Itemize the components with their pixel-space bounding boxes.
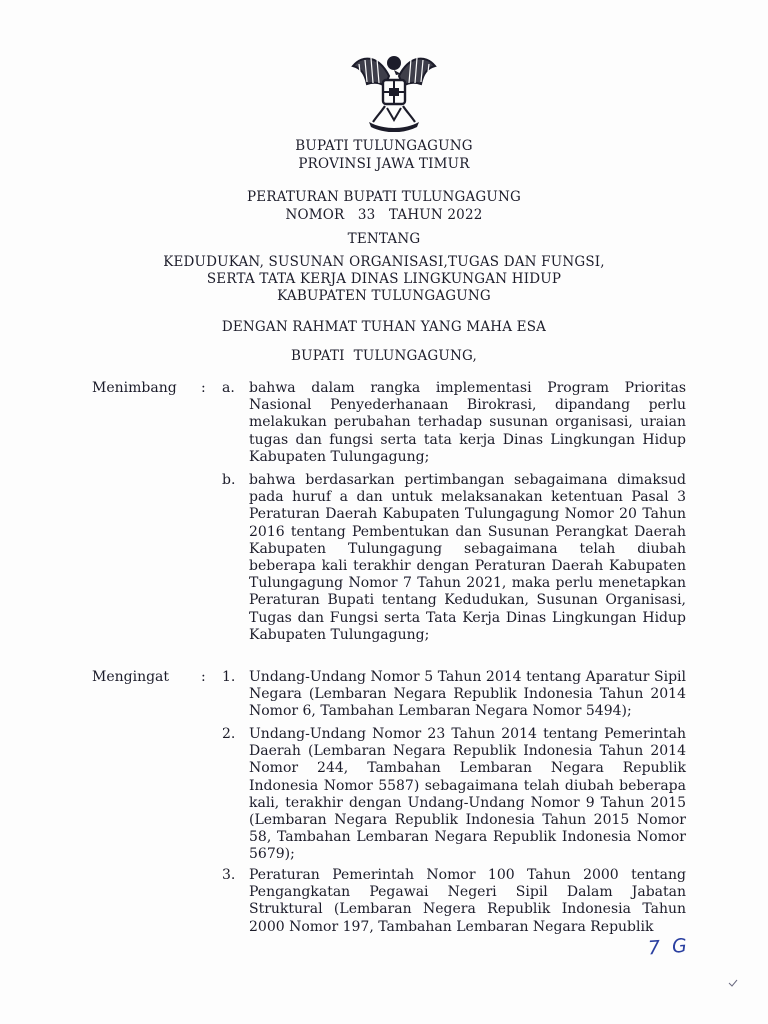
issuer-heading-line1: BUPATI TULUNGAGUNG (295, 138, 473, 154)
menimbang-item-marker: b. (222, 472, 236, 488)
menimbang-item-marker: a. (222, 380, 235, 396)
menimbang-label: Menimbang (92, 380, 177, 396)
menimbang-item-text: bahwa dalam rangka implementasi Program Prioritas Nasional Penyederhanaan Birokrasi, dipandang perlu melakukan perubahan terhadap susunan organisasi, uraian tugas dan fungsi serta tata kerja Dinas Lingkungan Hidup Kabupaten Tulungagung; (249, 380, 686, 465)
menimbang-colon: : (201, 380, 206, 396)
regulation-about: TENTANG (347, 231, 421, 247)
subject-line2: SERTA TATA KERJA DINAS LINGKUNGAN HIDUP (206, 271, 562, 287)
check-mark-icon (728, 978, 738, 988)
mengingat-label: Mengingat (92, 669, 170, 685)
mengingat-item-text: Peraturan Pemerintah Nomor 100 Tahun 2000 tentang Pengangkatan Pegawai Negeri Sipil Dalam Jabatan Struktural (Lembaran Negera Republik Indonesia Tahun 2000 Nomor 197, Tambahan Lembaran Negara Republik (249, 867, 686, 935)
subject-line3: KABUPATEN TULUNGAGUNG (277, 288, 491, 304)
subject-line1: KEDUDUKAN, SUSUNAN ORGANISASI,TUGAS DAN FUNGSI, (163, 254, 605, 270)
invocation: DENGAN RAHMAT TUHAN YANG MAHA ESA (221, 319, 547, 335)
garuda-emblem-icon (349, 50, 439, 132)
issuer-heading-line2: PROVINSI JAWA TIMUR (298, 156, 470, 172)
mengingat-item-text: Undang-Undang Nomor 23 Tahun 2014 tentang Pemerintah Daerah (Lembaran Negara Republik Indonesia Tahun 2014 Nomor 244, Tambahan Lembaran Negara Republik Indonesia Nomor 5587) sebagaimana telah diubah beberapa kali, terakhir dengan Undang-Undang Nomor 9 Tahun 2015 (Lembaran Negara Republik Indonesia Tahun 2015 Nomor 58, Tambahan Lembaran Negara Republik Indonesia Nomor 5679); (249, 726, 686, 863)
mengingat-item-text: Undang-Undang Nomor 5 Tahun 2014 tentang Aparatur Sipil Negara (Lembaran Negara Republik Indonesia Tahun 2014 Nomor 6, Tambahan Lembaran Negara Nomor 5494); (249, 669, 686, 720)
mengingat-item-marker: 3. (222, 867, 236, 883)
regulation-number: NOMOR 33 TAHUN 2022 (285, 207, 483, 223)
regulation-title: PERATURAN BUPATI TULUNGAGUNG (247, 189, 521, 205)
menimbang-item-text: bahwa berdasarkan pertimbangan sebagaimana dimaksud pada huruf a dan untuk melaksanakan ketentuan Pasal 3 Peraturan Daerah Kabupaten Tulungagung Nomor 20 Tahun 2016 tentang Pembentukan dan Susunan Perangkat Daerah Kabupaten Tulungagung sebagaimana telah diubah beberapa kali terakhir dengan Peraturan Daerah Kabupaten Tulungagung Nomor 7 Tahun 2021, maka perlu menetapkan Peraturan Bupati tentang Kedudukan, Susunan Organisasi, Tugas dan Fungsi serta Tata Kerja Dinas Lingkungan Hidup Kabupaten Tulungagung; (249, 472, 686, 643)
mengingat-item-marker: 2. (222, 726, 236, 742)
mengingat-colon: : (201, 669, 206, 685)
issuer-name: BUPATI TULUNGAGUNG, (291, 348, 477, 364)
handwritten-initials: 7 G (647, 934, 691, 960)
mengingat-item-marker: 1. (222, 669, 236, 685)
